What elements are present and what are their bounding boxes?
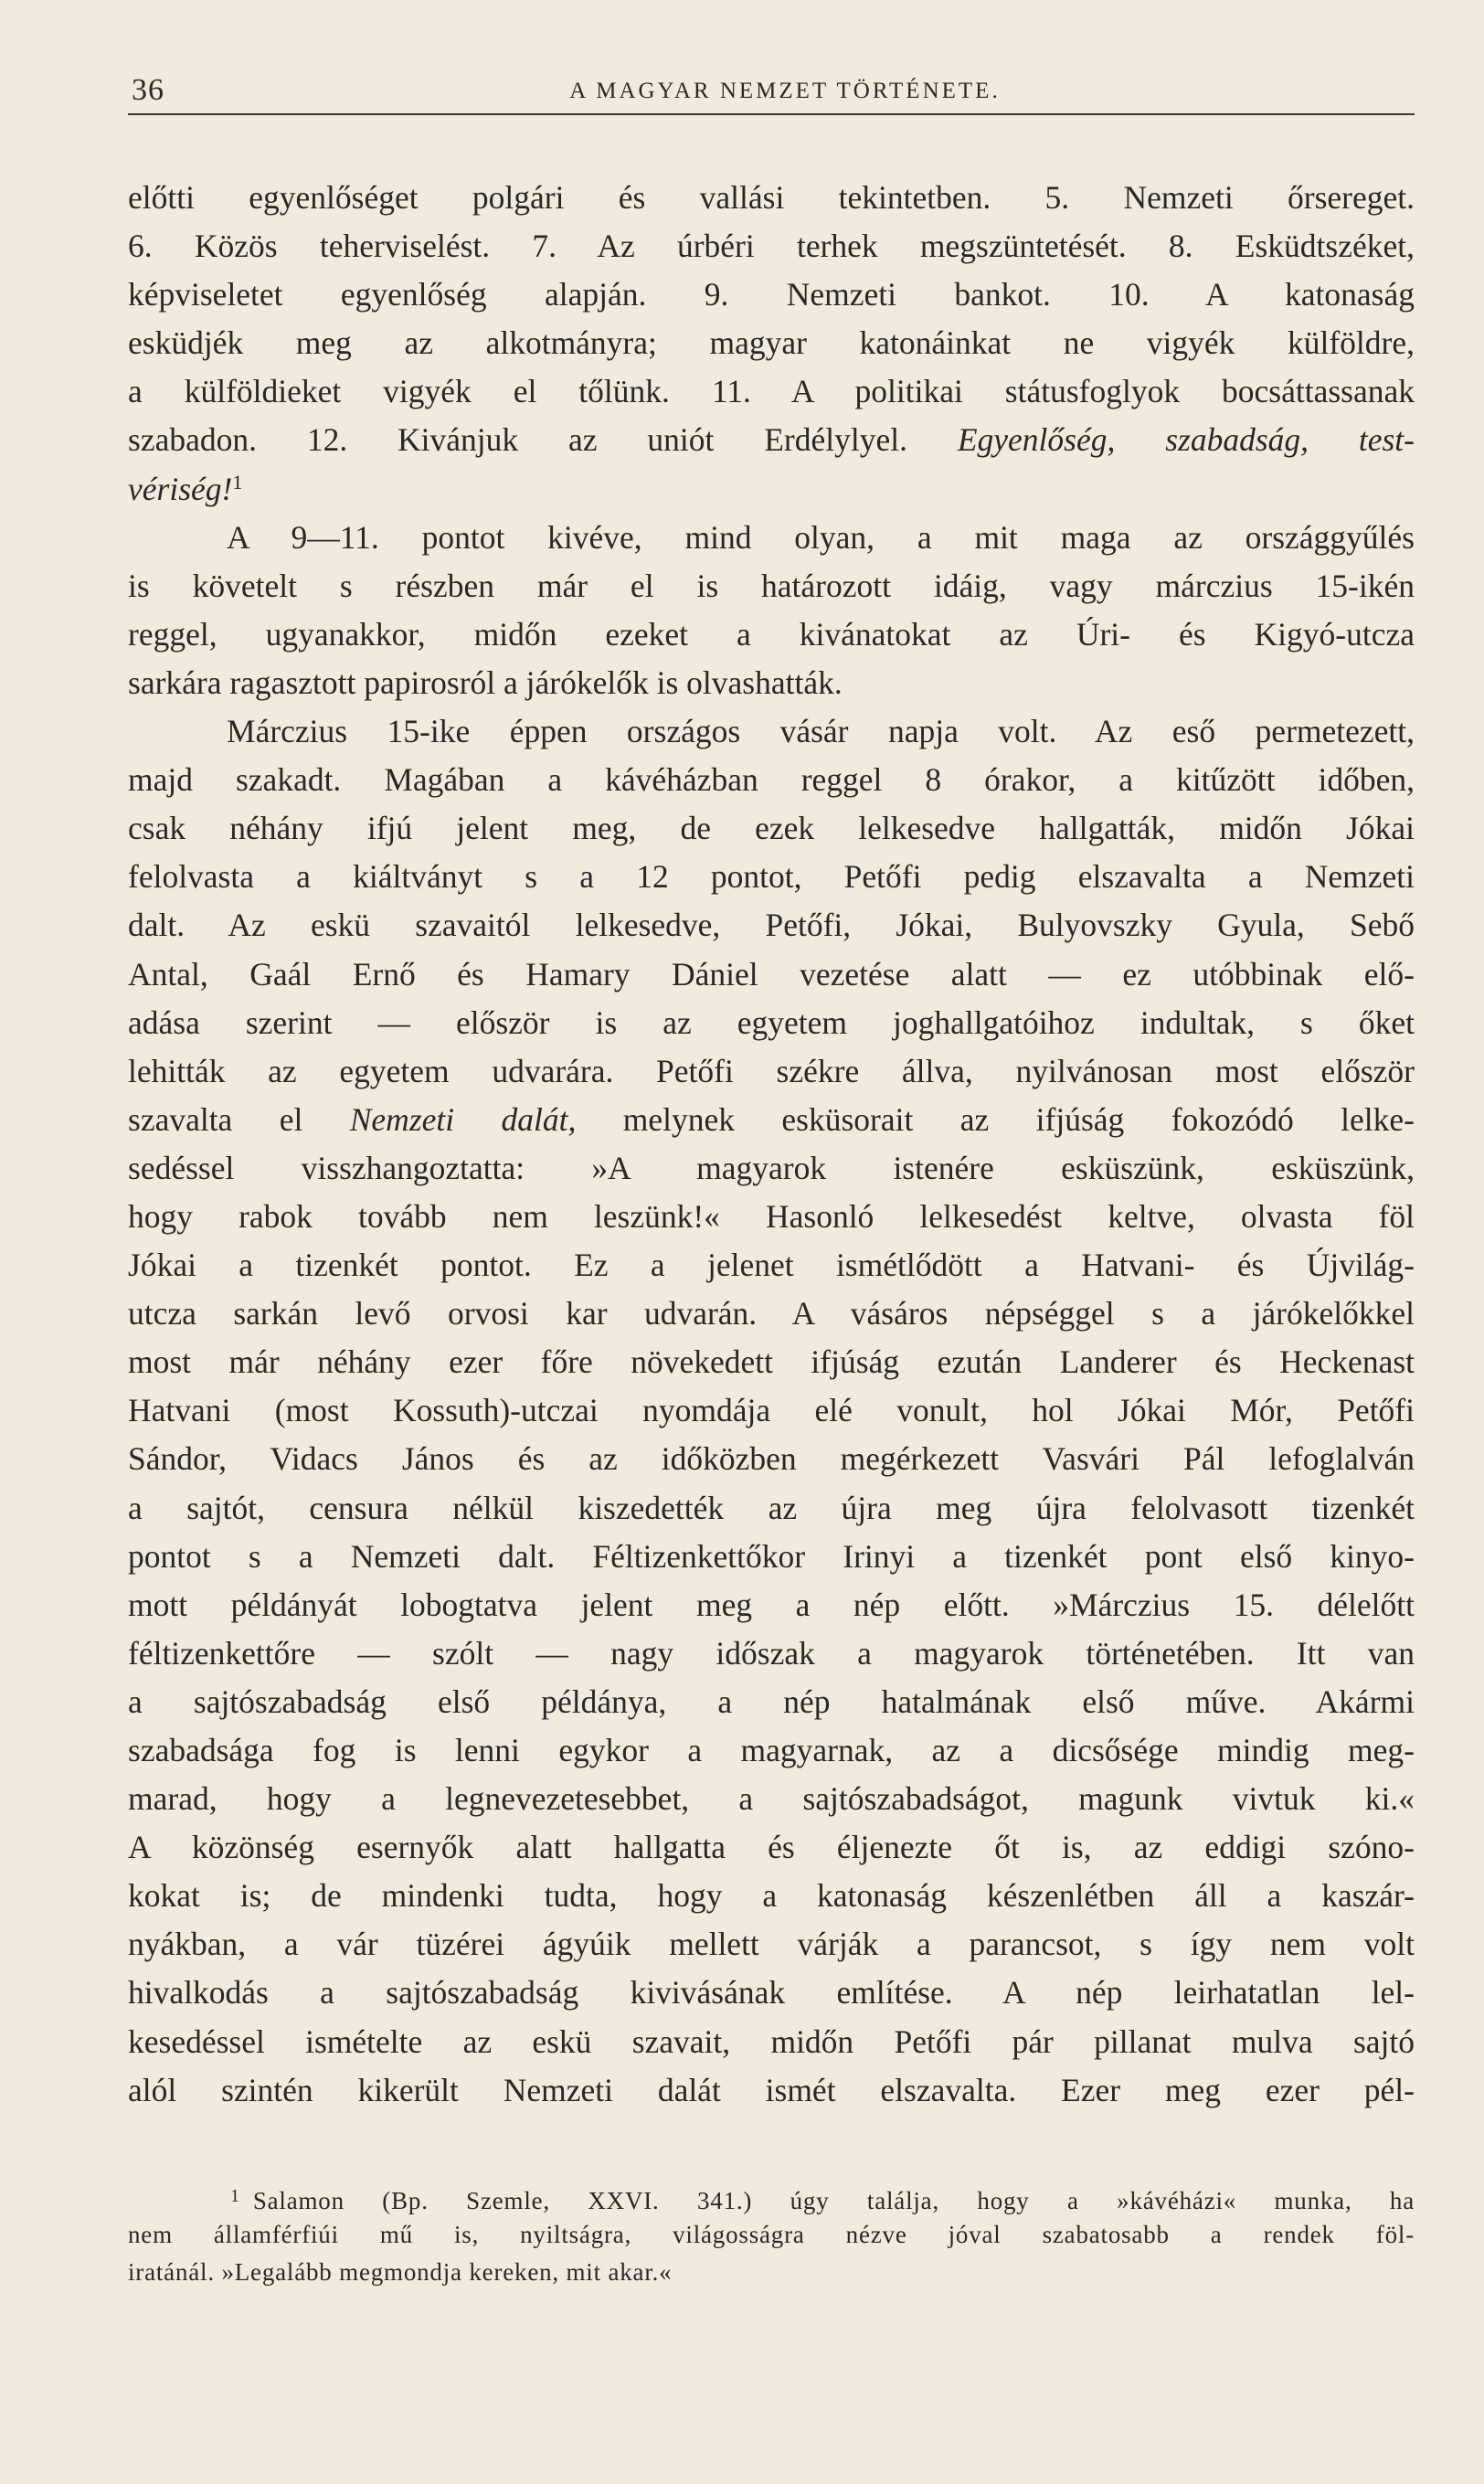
text-line: féltizenkettőre — szólt — nagy időszak a magyarok történetében. Itt van bbox=[128, 1634, 1415, 1672]
text-line: csak néhány ifjú jelent meg, de ezek lelkesedve hallgatták, midőn Jókai bbox=[128, 810, 1415, 847]
text-line-mixed bbox=[128, 1096, 1415, 1144]
text-line: most már néhány ezer főre növekedett ifjúság ezután Landerer és Heckenast bbox=[128, 1343, 1415, 1381]
text-line: nyákban, a vár tüzérei ágyúik mellett várják a parancsot, s így nem volt bbox=[128, 1926, 1415, 1963]
text-line: alól szintén kikerült Nemzeti dalát ismét elszavalta. Ezer meg ezer pél- bbox=[128, 2071, 1415, 2108]
running-head: A MAGYAR NEMZET TÖRTÉNETE. bbox=[569, 79, 1001, 103]
text-line: dalt. Az eskü szavaitól lelkesedve, Petőfi, Jókai, Bulyovszky Gyula, Sebő bbox=[128, 907, 1415, 944]
text-line: kokat is; de mindenki tudta, hogy a katonaság készenlétben áll a kaszár- bbox=[128, 1877, 1415, 1915]
text-line: lehitták az egyetem udvarára. Petőfi székre állva, nyilvánosan most először bbox=[128, 1052, 1415, 1089]
footnote-text: Salamon (Bp. Szemle, XXVI. 341.) úgy találja, hogy a »kávéházi« munka, ha bbox=[252, 2187, 1415, 2214]
text-line: A közönség esernyők alatt hallgatta és éljenezte őt is, az eddigi szóno- bbox=[128, 1829, 1415, 1866]
paragraph-start: Márczius 15-ike éppen országos vásár napja volt. Az eső permetezett, bbox=[227, 713, 1415, 750]
text-line: marad, hogy a legnevezetesebbet, a sajtószabadságot, magunk vivtuk ki.« bbox=[128, 1780, 1415, 1818]
text-line: hogy rabok tovább nem leszünk!« Hasonló lelkesedést keltve, olvasta föl bbox=[128, 1197, 1415, 1235]
text-line: képviseletet egyenlőség alapján. 9. Nemzeti bankot. 10. A katonaság bbox=[128, 276, 1415, 313]
text-line: hivalkodás a sajtószabadság kivivásának említése. A nép leirhatatlan lel- bbox=[128, 1974, 1415, 2012]
text-line: esküdjék meg az alkotmányra; magyar katonáinkat ne vigyék külföldre, bbox=[128, 324, 1415, 362]
text-line: adása szerint — először is az egyetem joghallgatóihoz indultak, s őket bbox=[128, 1003, 1415, 1041]
text-line: felolvasta a kiáltványt s a 12 pontot, Petőfi pedig elszavalta a Nemzeti bbox=[128, 858, 1415, 896]
text-segment: szabadon. 12. Kivánjuk az uniót Erdélylyel. bbox=[128, 421, 907, 459]
text-line: a sajtót, censura nélkül kiszedették az újra meg újra felolvasott tizenkét bbox=[128, 1489, 1415, 1526]
text-line: kesedéssel ismételte az eskü szavait, midőn Petőfi pár pillanat mulva sajtó bbox=[128, 2022, 1415, 2060]
slogan-italic-end: vériség! bbox=[128, 470, 233, 507]
header-rule bbox=[128, 113, 1415, 115]
text-line: 6. Közös teherviselést. 7. Az úrbéri terhek megszüntetését. 8. Esküdtszéket, bbox=[128, 228, 1415, 265]
footnote-mark: 1 bbox=[230, 2186, 240, 2206]
text-segment: melynek esküsorait az ifjúság fokozódó lelke- bbox=[622, 1100, 1415, 1138]
footnote-line: iratánál. »Legalább megmondja kereken, mit akar.« bbox=[128, 2258, 673, 2286]
footnote-line: nem államférfiúi mű is, nyiltságra, világosságra nézve jóval szabatosabb a rendek föl- bbox=[128, 2220, 1415, 2248]
text-line: majd szakadt. Magában a kávéházban reggel 8 órakor, a kitűzött időben, bbox=[128, 761, 1415, 799]
text-line: is követelt s részben már el is határozott idáig, vagy márczius 15-ikén bbox=[128, 567, 1415, 604]
footnote-line bbox=[128, 2178, 1415, 2216]
text-line: pontot s a Nemzeti dalt. Féltizenkettőkor Irinyi a tizenkét pont első kinyo- bbox=[128, 1537, 1415, 1575]
text-line: sedéssel visszhangoztatta: »A magyarok istenére esküszünk, esküszünk, bbox=[128, 1149, 1415, 1186]
page-header bbox=[128, 66, 1415, 121]
slogan-italic: Egyenlőség, szabadság, test- bbox=[957, 421, 1415, 459]
paragraph-start: A 9—11. pontot kivéve, mind olyan, a mit maga az országgyűlés bbox=[227, 518, 1415, 556]
text-line: reggel, ugyanakkor, midőn ezeket a kivánatokat az Úri- és Kigyó-utcza bbox=[128, 615, 1415, 653]
text-line-mixed bbox=[128, 416, 1415, 464]
footnotes bbox=[128, 2178, 1415, 2292]
text-line: a sajtószabadság első példánya, a nép hatalmának első műve. Akármi bbox=[128, 1683, 1415, 1720]
text-segment: szavalta el bbox=[128, 1100, 303, 1138]
footnote-reference: 1 bbox=[232, 470, 243, 494]
text-line: Sándor, Vidacs János és az időközben megérkezett Vasvári Pál lefoglalván bbox=[128, 1440, 1415, 1478]
text-line: előtti egyenlőséget polgári és vallási tekintetben. 5. Nemzeti őrsereget. bbox=[128, 179, 1415, 216]
text-line: Hatvani (most Kossuth)-utczai nyomdája elé vonult, hol Jókai Mór, Petőfi bbox=[128, 1392, 1415, 1429]
text-line: mott példányát lobogtatva jelent meg a nép előtt. »Márczius 15. délelőtt bbox=[128, 1586, 1415, 1623]
text-line: Jókai a tizenkét pontot. Ez a jelenet ismétlődött a Hatvani- és Újvilág- bbox=[128, 1247, 1415, 1284]
poem-title-italic: Nemzeti dalát, bbox=[349, 1100, 577, 1138]
text-line: Antal, Gaál Ernő és Hamary Dániel vezetése alatt — ez utóbbinak elő- bbox=[128, 955, 1415, 993]
page-number: 36 bbox=[132, 73, 164, 107]
body-text bbox=[128, 174, 1415, 2115]
text-line: utcza sarkán levő orvosi kar udvarán. A vásáros népséggel s a járókelőkkel bbox=[128, 1295, 1415, 1332]
text-line: szabadsága fog is lenni egykor a magyarnak, az a dicsősége mindig meg- bbox=[128, 1732, 1415, 1768]
text-line-mixed bbox=[128, 465, 1415, 514]
text-line: a külföldieket vigyék el tőlünk. 11. A politikai státusfoglyok bocsáttassanak bbox=[128, 373, 1415, 410]
text-line: sarkára ragasztott papirosról a járókelők is olvashatták. bbox=[128, 663, 843, 701]
